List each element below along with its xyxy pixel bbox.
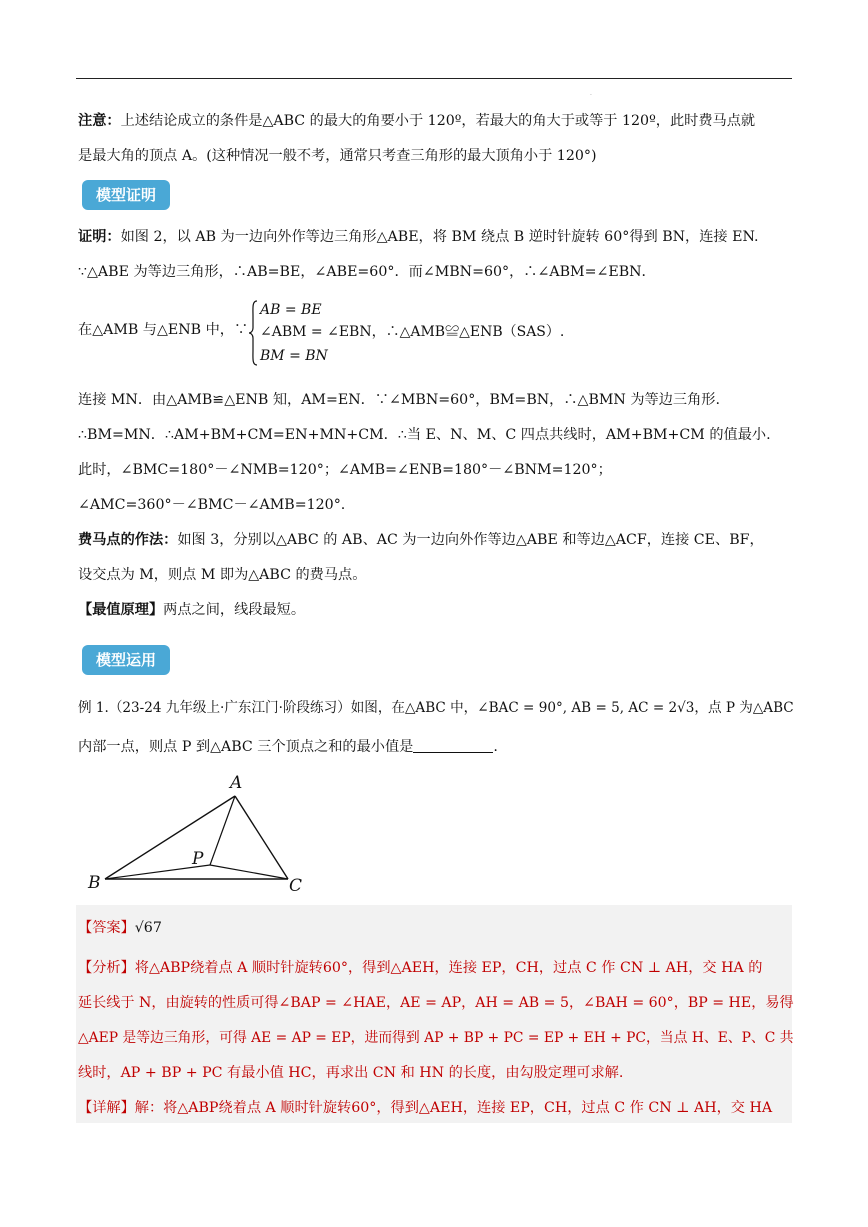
- system-eq-2: ∠ABM = ∠EBN，∴△AMB≌△ENB（SAS）.: [260, 324, 565, 340]
- section-badge-use: 模型运用: [82, 645, 170, 675]
- section-badge-proof: 模型证明: [82, 180, 170, 210]
- detail-text-1: 解：将△ABP绕着点 A 顺时针旋转60°，得到△AEH，连接 EP，CH，过点 C 作 CN ⊥ AH，交 HA: [134, 1100, 773, 1116]
- example-period: .: [493, 739, 498, 755]
- fermat-line-2: 设交点为 M，则点 M 即为△ABC 的费马点。: [78, 567, 367, 583]
- proof-text-1: 如图 2，以 AB 为一边向外作等边三角形△ABE，将 BM 绕点 B 逆时针旋转 60°得到 BN，连接 EN.: [120, 229, 759, 245]
- label-p: P: [192, 849, 204, 869]
- answer-line: [78, 918, 794, 938]
- proof-line-3: 在△AMB 与△ENB 中，∵: [78, 322, 249, 338]
- detail-label: 【详解】: [78, 1100, 135, 1116]
- analysis-label: 【分析】: [78, 960, 135, 976]
- header-dot: .: [590, 90, 592, 97]
- analysis-text-1: 将△ABP绕着点 A 顺时针旋转60°，得到△AEH，连接 EP，CH，过点 C 作 CN ⊥ AH，交 HA 的: [134, 960, 763, 976]
- analysis-line-2: 延长线于 N，由旋转的性质可得∠BAP = ∠HAE，AE = AP，AH = AB = 5，∠BAH = 60°，BP = HE，易得: [78, 995, 794, 1011]
- principle-text: 两点之间，线段最短。: [163, 602, 306, 618]
- proof-line-7: ∠AMC=360°－∠BMC－∠AMB=120°.: [78, 497, 346, 513]
- answer-label: 【答案】: [78, 920, 135, 936]
- proof-line-1: [78, 227, 794, 247]
- note-line-1: [78, 111, 794, 131]
- system-eq-3: BM = BN: [260, 348, 328, 364]
- system-eq-1: AB = BE: [260, 302, 322, 318]
- label-c: C: [289, 876, 303, 896]
- triangle-figure: [80, 770, 320, 898]
- example-line-2: [78, 737, 794, 757]
- proof-line-4: 连接 MN．由△AMB≌△ENB 知，AM=EN．∵∠MBN=60°，BM=BN，∴△BMN 为等边三角形.: [78, 392, 720, 408]
- example-text-2: 内部一点，则点 P 到△ABC 三个顶点之和的最小值是: [78, 739, 414, 755]
- example-line-1: 例 1.（23-24 九年级上·广东江门·阶段练习）如图，在△ABC 中，∠BAC = 90°, AB = 5, AC = 2√3，点 P 为△ABC: [78, 700, 794, 716]
- fermat-text-1: 如图 3，分别以△ABC 的 AB、AC 为一边向外作等边△ABE 和等边△ACF，连接 CE、BF，: [177, 532, 764, 548]
- proof-line-6: 此时，∠BMC=180°－∠NMB=120°；∠AMB=∠ENB=180°－∠BNM=120°；: [78, 462, 612, 478]
- analysis-line-1: [78, 958, 794, 978]
- note-line-2: 是最大角的顶点 A。(这种情况一般不考，通常只考查三角形的最大顶角小于 120°): [78, 148, 597, 164]
- proof-line-2: ∵△ABE 为等边三角形，∴AB=BE，∠ABE=60°．而∠MBN=60°，∴∠ABM=∠EBN．: [78, 264, 656, 280]
- note-text-1: 上述结论成立的条件是△ABC 的最大的角要小于 120º，若最大的角大于或等于 120º，此时费马点就: [120, 113, 756, 129]
- analysis-line-3: △AEP 是等边三角形，可得 AE = AP = EP，进而得到 AP + BP + PC = EP + EH + PC，当点 H、E、P、C 共: [78, 1030, 794, 1046]
- principle-line: [78, 600, 794, 620]
- header-rule: [76, 78, 792, 79]
- segment-ap: [210, 796, 235, 865]
- label-b: B: [88, 873, 101, 893]
- fermat-label: 费马点的作法：: [78, 532, 178, 548]
- detail-line-1: [78, 1098, 794, 1118]
- label-a: A: [230, 773, 243, 793]
- analysis-line-4: 线时，AP + BP + PC 有最小值 HC，再求出 CN 和 HN 的长度，由勾股定理可求解.: [78, 1065, 624, 1081]
- brace-icon: [248, 300, 258, 366]
- answer-value: √67: [134, 920, 162, 936]
- principle-label: 【最值原理】: [78, 602, 164, 618]
- proof-line-5: ∴BM=MN．∴AM+BM+CM=EN+MN+CM．∴当 E、N、M、C 四点共线时，AM+BM+CM 的值最小.: [78, 427, 771, 443]
- segment-ac: [235, 796, 288, 879]
- note-label: 注意：: [78, 113, 121, 129]
- fermat-line-1: [78, 530, 794, 550]
- segment-cp: [210, 865, 288, 879]
- answer-blank: [413, 738, 493, 753]
- proof-label: 证明：: [78, 229, 121, 245]
